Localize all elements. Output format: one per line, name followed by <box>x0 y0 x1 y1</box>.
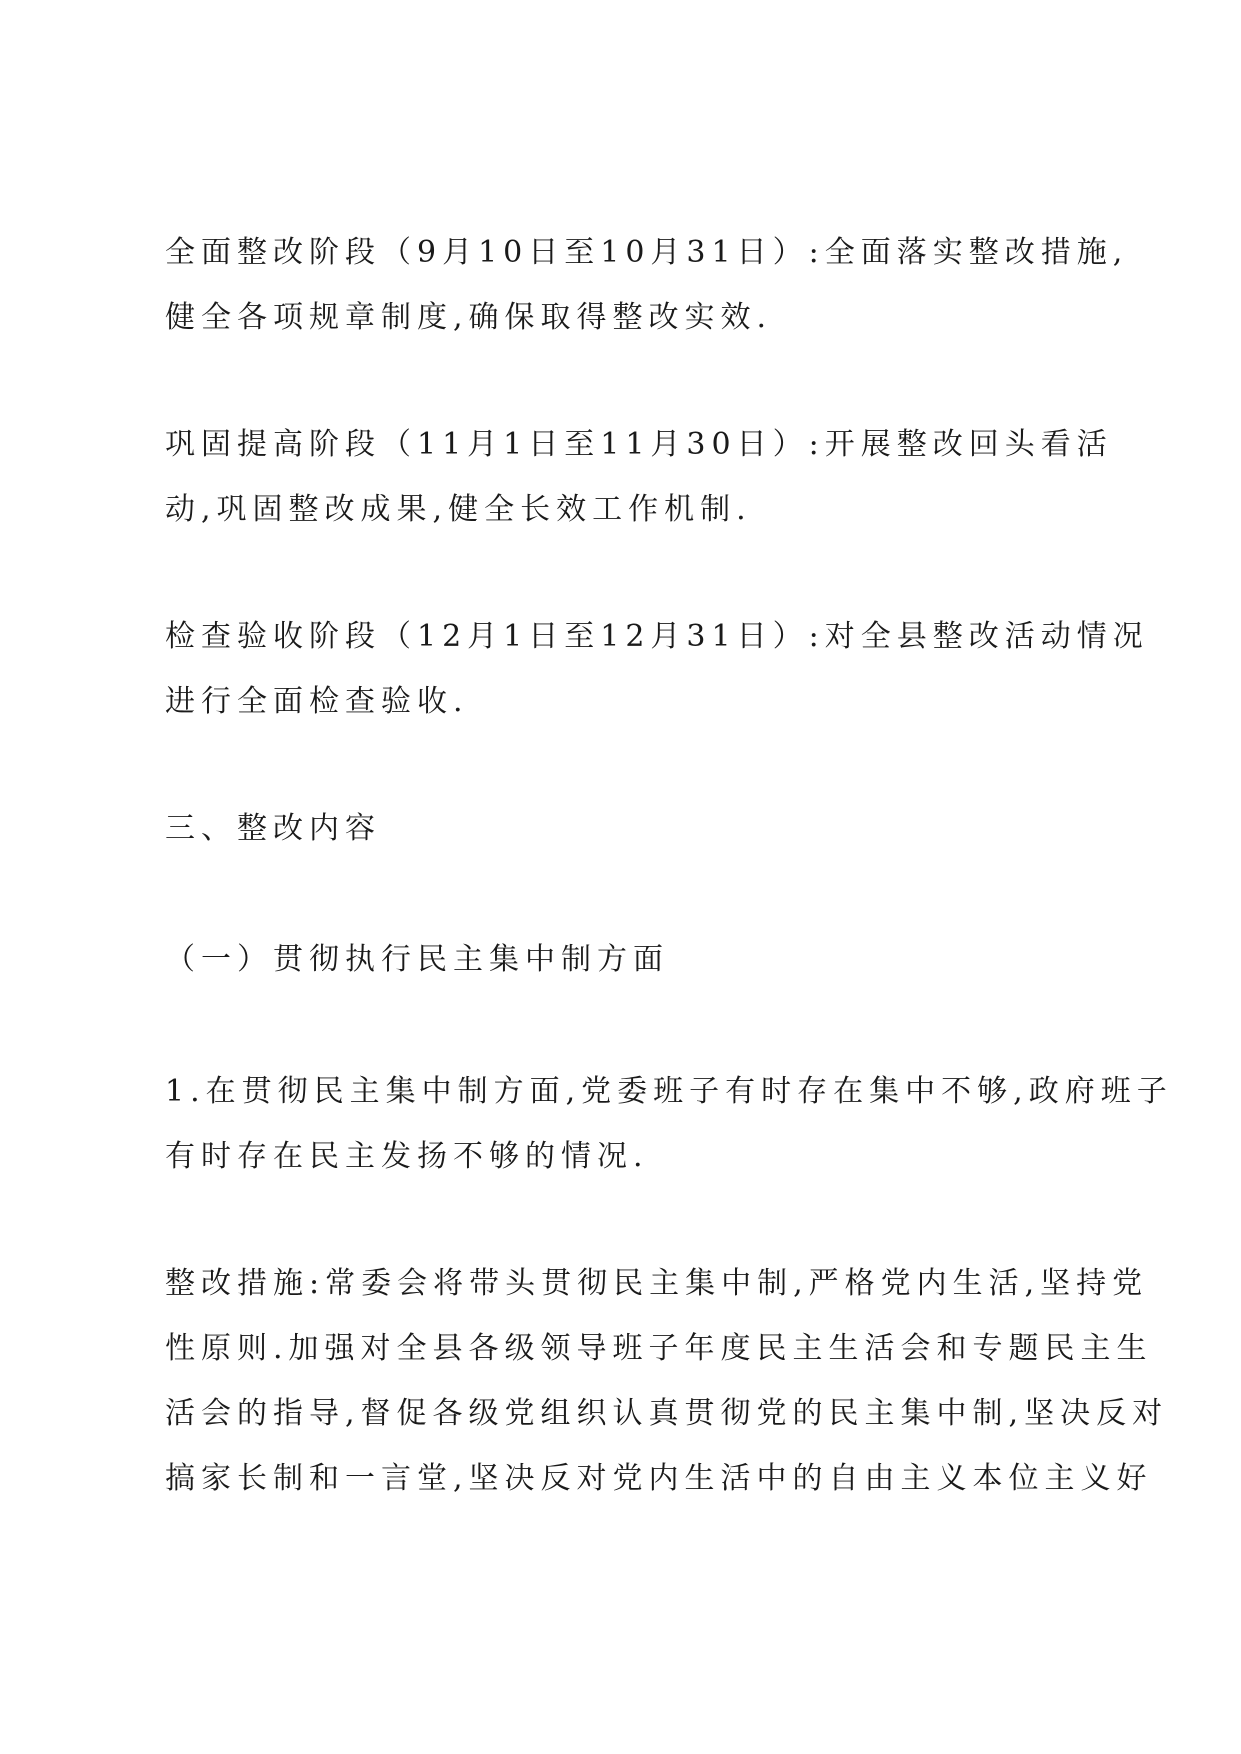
measures-line-3: 活会的指导,督促各级党组织认真贯彻党的民主集中制,坚决反对 <box>165 1396 1169 1431</box>
section-heading-rectification-content: 三、整改内容 <box>165 811 381 846</box>
item-1-line-1: 1.在贯彻民主集中制方面,党委班子有时存在集中不够,政府班子 <box>165 1074 1173 1109</box>
paragraph-stage-consolidation-line-2: 动,巩固整改成果,健全长效工作机制. <box>165 492 752 527</box>
subsection-heading-democratic-centralism: （一）贯彻执行民主集中制方面 <box>165 942 669 977</box>
measures-line-1: 整改措施:常委会将带头贯彻民主集中制,严格党内生活,坚持党 <box>165 1266 1149 1301</box>
paragraph-stage-inspection-line-2: 进行全面检查验收. <box>165 684 469 719</box>
measures-line-4: 搞家长制和一言堂,坚决反对党内生活中的自由主义本位主义好 <box>165 1461 1153 1496</box>
item-1-line-2: 有时存在民主发扬不够的情况. <box>165 1139 649 1174</box>
paragraph-stage-consolidation-line-1: 巩固提高阶段（11月1日至11月30日）:开展整改回头看活 <box>165 427 1113 462</box>
measures-line-2: 性原则.加强对全县各级领导班子年度民主生活会和专题民主生 <box>165 1331 1153 1366</box>
paragraph-stage-full-rectification-line-1: 全面整改阶段（9月10日至10月31日）:全面落实整改措施, <box>165 235 1129 270</box>
paragraph-stage-inspection-line-1: 检查验收阶段（12月1日至12月31日）:对全县整改活动情况 <box>165 619 1149 654</box>
paragraph-stage-full-rectification-line-2: 健全各项规章制度,确保取得整改实效. <box>165 300 773 335</box>
